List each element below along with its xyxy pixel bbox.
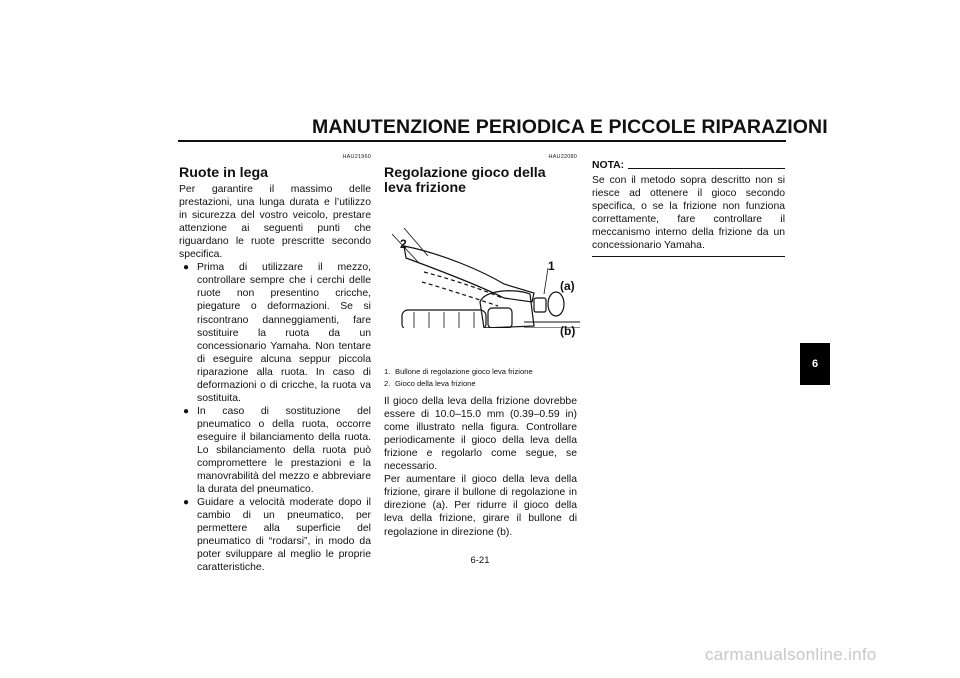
bullet-list xyxy=(179,261,371,574)
figure-captions xyxy=(384,366,577,389)
chapter-tab: 6 xyxy=(800,343,830,385)
note-label: NOTA: xyxy=(592,160,625,171)
section-code: HAU22080 xyxy=(548,154,577,160)
figure-label-b: (b) xyxy=(560,324,576,339)
section-heading: Ruote in lega xyxy=(179,165,269,182)
caption-item: 1. Bullone di regolazione gioco leva frizione xyxy=(384,367,533,377)
note-end-rule xyxy=(592,256,785,257)
section-code: HAU21960 xyxy=(342,154,371,160)
body-paragraph: Per aumentare il gioco della leva della frizione, girare il bullone di regolazione in direzione (a). Per ridurre il gioco della leva della frizione, girare il bullone di regolazione in direzione (b). xyxy=(384,474,577,538)
note-text: Se con il metodo sopra descritto non si riesce ad ottenere il gioco secondo specifica, o se la frizione non funziona correttamente, fare controllare il meccanismo interno della frizione da un concessionario Yamaha. xyxy=(592,175,785,252)
body-paragraph: Il gioco della leva della frizione dovrebbe essere di 10.0–15.0 mm (0.39–0.59 in) come illustrato nella figura. Controllare periodicamente il gioco della leva della frizione e regolarlo come segue, se necessario. xyxy=(384,396,577,473)
figure-label-2: 2 xyxy=(400,237,407,252)
figure-label-1: 1 xyxy=(548,259,555,274)
column-alloy-wheels xyxy=(179,151,371,574)
note-header xyxy=(592,159,785,172)
figure-label-a: (a) xyxy=(560,279,575,294)
column-clutch-lever xyxy=(384,151,577,539)
note-rule xyxy=(628,168,785,169)
bullet-item: ● Prima di utilizzare il mezzo, controllare sempre che i cerchi delle ruote non presentino cricche, piegature o deformazioni. Se si riscontrano danneggiamenti, fare sostituire la ruota da un concessionario Yamaha. Non tentare di eseguire alcuna seppur piccola riparazione alla ruota. In caso di deformazioni o di cricche, la ruota va sostituita. xyxy=(197,261,371,405)
column-note xyxy=(592,159,785,257)
page-number: 6-21 xyxy=(470,555,490,566)
bullet-item: ● Guidare a velocità moderate dopo il cambio di un pneumatico, per permettere alla superficie del pneumatico di “rodarsi”, in modo da poter sviluppare al meglio le proprie caratteristiche. xyxy=(197,496,371,574)
section-heading: Regolazione gioco della leva frizione xyxy=(384,165,546,197)
header-rule xyxy=(178,140,786,142)
clutch-lever-illustration xyxy=(384,198,580,339)
watermark: carmanualsonline.info xyxy=(705,645,877,664)
bullet-item: ● In caso di sostituzione del pneumatico o della ruota, occorre eseguire il bilanciamento della ruota. Lo sbilanciamento della ruota può compromettere le prestazioni e la manovrabilità del mezzo e abbreviare la durata del pneumatico. xyxy=(197,405,371,496)
page-header-title: MANUTENZIONE PERIODICA E PICCOLE RIPARAZIONI xyxy=(312,116,828,138)
caption-item: 2. Gioco della leva frizione xyxy=(384,378,476,388)
intro-paragraph: Per garantire il massimo delle prestazioni, una lunga durata e l’utilizzo in sicurezza del vostro veicolo, prestare attenzione ai seguenti punti che riguardano le ruote prescritte secondo specifica. xyxy=(179,184,371,261)
